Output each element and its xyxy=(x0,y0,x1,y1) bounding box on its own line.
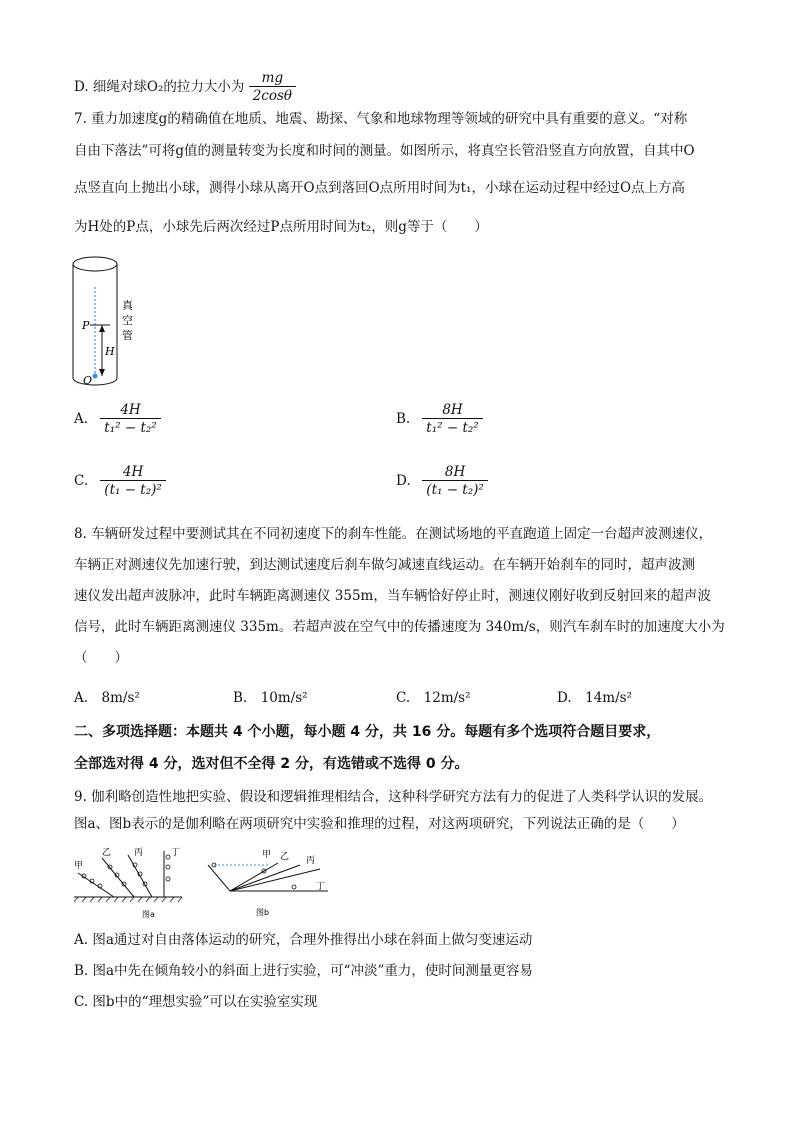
q8-line-4: 信号，此时车辆距离测速仪 335m。若超声波在空气中的传播速度为 340m/s，则汽车刹车时的加速度大小为 xyxy=(74,619,725,635)
q8-line-5: （ ） xyxy=(74,650,128,666)
q7-fig-label-p: P xyxy=(82,319,90,332)
q9-option-b[interactable]: B. 图a中先在倾角较小的斜面上进行实验，可“冲淡”重力，使时间测量更容易 xyxy=(74,963,533,979)
q7-option-c-denominator: (t₁ − t₂)² xyxy=(104,482,162,498)
q9-fig-b-caption: 图b xyxy=(256,908,270,917)
q8-option-c[interactable]: C. 12m/s² xyxy=(396,690,471,706)
q7-fig-label-o: O xyxy=(83,374,93,387)
q7-option-d-denominator: (t₁ − t₂)² xyxy=(426,482,484,498)
q9-fig-b-label-ding: 丁 xyxy=(316,882,326,892)
q7-fig-tube-label-3: 管 xyxy=(122,329,133,342)
q8-line-1: 8. 车辆研发过程中要测试其在不同初速度下的刹车性能。在测试场地的平直跑道上固定一台超声波测速仪， xyxy=(74,526,713,542)
q8-option-d[interactable]: D. 14m/s² xyxy=(557,690,633,706)
q7-fig-tube-label-1: 真 xyxy=(122,299,133,312)
q9-line-1: 9. 伽利略创造性地把实验、假设和逻辑推理相结合，这种科学研究方法有力的促进了人类科学认识的发展。 xyxy=(74,789,713,805)
q7-option-c-label: C. xyxy=(74,473,89,489)
q7-vacuum-tube-figure xyxy=(70,252,160,392)
q7-option-b-denominator: t₁² − t₂² xyxy=(426,420,479,436)
q7-fig-label-h: H xyxy=(105,345,115,358)
q9-fig-a-label-bing: 丙 xyxy=(134,848,144,858)
section2-heading-line-1: 二、多项选择题：本题共 4 个小题，每小题 4 分，共 16 分。每题有多个选项符合题目要求， xyxy=(74,724,661,740)
q7-option-c[interactable] xyxy=(74,464,166,499)
q9-figure-a xyxy=(72,843,187,923)
q6-option-d-text: D. 细绳对球O₂的拉力大小为 xyxy=(74,79,245,95)
q7-option-a-numerator: 4H xyxy=(100,402,160,419)
q7-option-c-numerator: 4H xyxy=(100,464,166,481)
section2-heading-line-2: 全部选对得 4 分，选对但不全得 2 分，有选错或不选得 0 分。 xyxy=(74,756,469,772)
q9-fig-a-label-yi: 乙 xyxy=(102,848,112,858)
q7-option-d[interactable] xyxy=(396,464,488,499)
q7-option-d-numerator: 8H xyxy=(422,464,488,481)
q9-fig-a-label-ding: 丁 xyxy=(171,848,181,858)
q9-fig-b-label-jia: 甲 xyxy=(262,850,272,860)
q6-option-d-denominator: 2cosθ xyxy=(252,88,293,104)
q7-option-b-label: B. xyxy=(396,411,411,427)
q6-option-d-numerator: mg xyxy=(249,70,296,87)
q7-option-a-label: A. xyxy=(74,411,89,427)
q7-line-1: 7. 重力加速度g的精确值在地质、地震、勘探、气象和地球物理等领域的研究中具有重要的意义。“对称 xyxy=(74,111,688,127)
q9-fig-a-label-jia: 甲 xyxy=(74,861,84,871)
q9-fig-b-label-bing: 丙 xyxy=(306,856,316,866)
q6-option-d-fraction xyxy=(249,70,296,105)
q7-fig-tube-label-2: 空 xyxy=(122,314,133,327)
q7-option-b[interactable] xyxy=(396,402,483,437)
q9-option-a[interactable]: A. 图a通过对自由落体运动的研究，合理外推得出小球在斜面上做匀变速运动 xyxy=(74,932,533,948)
q7-option-a-denominator: t₁² − t₂² xyxy=(104,420,157,436)
q8-line-3: 速仪发出超声波脉冲，此时车辆距离测速仪 355m，当车辆恰好停止时，测速仪刚好收到反射回来的超声波 xyxy=(74,588,711,604)
q7-line-2: 自由下落法”可将g值的测量转变为长度和时间的测量。如图所示，将真空长管沿竖直方向放置，自其中O xyxy=(74,143,695,159)
q7-line-4: 为H处的P点，小球先后两次经过P点所用时间为t₂，则g等于（ ） xyxy=(74,219,488,235)
q9-figure-b xyxy=(200,843,340,923)
q6-option-d xyxy=(74,70,296,105)
q8-line-2: 车辆正对测速仪先加速行驶，到达测试速度后刹车做匀减速直线运动。在车辆开始刹车的同时，超声波测 xyxy=(74,557,695,573)
q8-option-a[interactable]: A. 8m/s² xyxy=(74,690,140,706)
q9-option-c[interactable]: C. 图b中的“理想实验”可以在实验室实现 xyxy=(74,994,318,1010)
q8-option-b[interactable]: B. 10m/s² xyxy=(233,690,308,706)
q7-option-b-numerator: 8H xyxy=(422,402,482,419)
q7-option-a[interactable] xyxy=(74,402,161,437)
q9-line-2: 图a、图b表示的是伽利略在两项研究中实验和推理的过程，对这两项研究，下列说法正确的是（ ） xyxy=(74,816,685,832)
q7-option-d-label: D. xyxy=(396,473,411,489)
q9-fig-a-caption: 图a xyxy=(142,910,155,919)
q7-line-3: 点竖直向上抛出小球，测得小球从离开O点到落回O点所用时间为t₁，小球在运动过程中经过O点上方高 xyxy=(74,180,686,196)
q9-fig-b-label-yi: 乙 xyxy=(280,852,290,862)
